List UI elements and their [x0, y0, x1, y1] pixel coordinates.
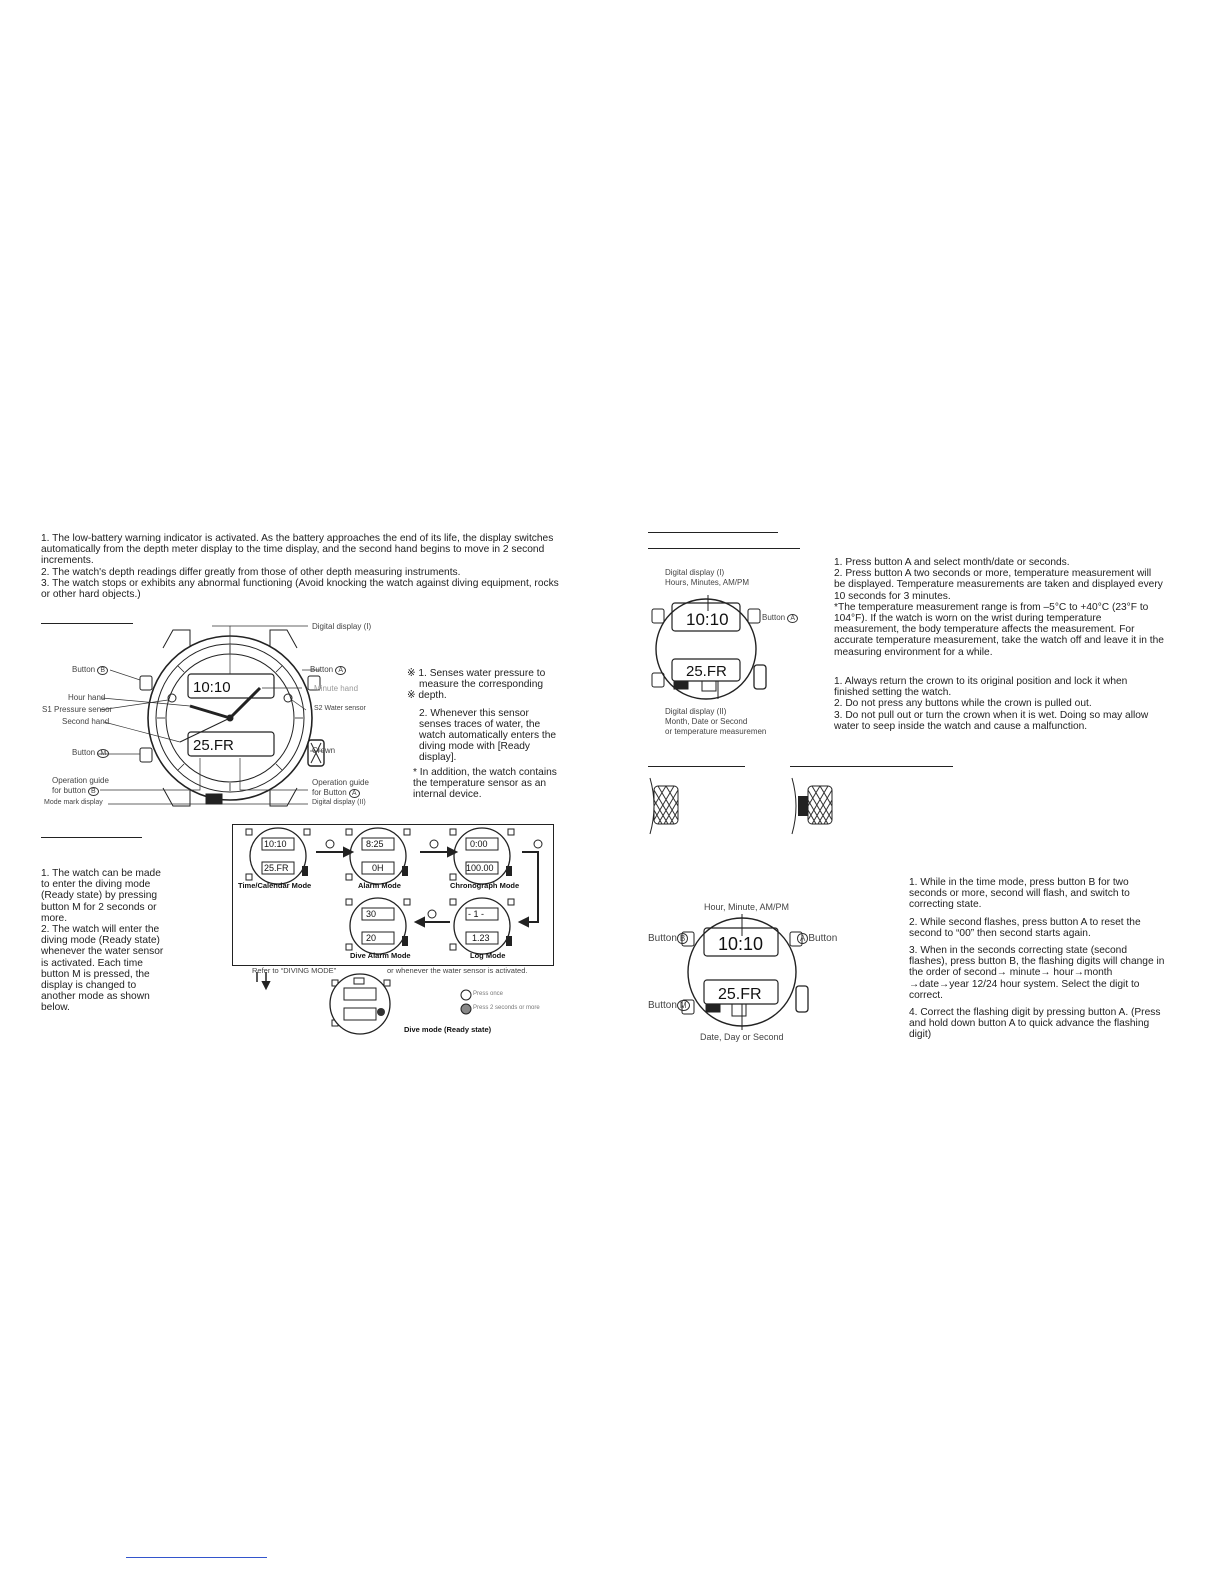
mini-lcd-time: 10:10: [264, 839, 287, 849]
section-rule: [41, 837, 142, 838]
mini-lcd-chrono-sub: 100.00: [466, 863, 494, 873]
setting-label-hour-min: Hour, Minute, AM/PM: [704, 902, 790, 912]
mini-lcd-alarm-sub: 0H: [372, 863, 384, 873]
mode-label-log: Log Mode: [470, 951, 506, 960]
display-lcd-bottom: 25.FR: [686, 663, 727, 680]
display-lcd-top: 10:10: [686, 610, 729, 629]
letter-b-icon: B: [677, 933, 688, 944]
mode-instructions: [41, 868, 165, 1014]
mini-lcd-alarm: 8:25: [366, 839, 384, 849]
label-digital-display-2: Digital display (II): [312, 799, 366, 806]
setting-label-button-m: Button M: [648, 1000, 690, 1011]
letter-a-icon: A: [797, 933, 808, 944]
crown-text: [834, 676, 1164, 732]
right-label-hours: Hours, Minutes, AM/PM: [665, 578, 750, 587]
setting-lcd-top: 10:10: [718, 934, 764, 954]
section-rule: [648, 548, 800, 549]
setting-item-2: 2. While second flashes, press button A to reset the second to “00” then second starts again.: [909, 916, 1141, 939]
letter-a-icon: A: [349, 789, 360, 798]
setting-item-1: 1. While in the time mode, press button B for two seconds or more, second will flash, and switch to correcting state.: [909, 877, 1130, 911]
crown-item-3: 3. Do not pull out or turn the crown when it is wet. Doing so may allow water to seep inside the watch and cause a malfunction.: [834, 709, 1149, 732]
mode-label-dive-ready: Dive mode (Ready state): [404, 1025, 492, 1034]
lcd-bottom-text: 25.FR: [193, 737, 234, 754]
right-label-month: Month, Date or Second: [665, 717, 748, 726]
mini-lcd-log: - 1 -: [468, 909, 485, 919]
mode-label-alarm: Alarm Mode: [358, 881, 401, 890]
temp-item-3: *The temperature measurement range is from –5°C to +40°C (23°F to 104°F). If the watch is worn on the wrist during temperature measurement, the body temperature affects the measurement. For accurate temperature measurement, take the watch off and leave it in the measuring environment for a while.: [834, 601, 1164, 658]
warning-item-3: 3. The watch stops or exhibits any abnormal functioning (Avoid knocking the watch against diving equipment, rocks or other hard objects.): [41, 577, 559, 601]
temperature-text: [834, 557, 1164, 658]
letter-b-icon: B: [97, 666, 108, 675]
setting-item-3: 3. When in the seconds correcting state (second flashes), press button B, the flashing digits will change in the order of second→ minute→ hour→month →date→year 12/24 hour system. Select the digit to correct.: [909, 945, 1165, 1001]
mini-lcd-dive-alarm: 30: [366, 909, 377, 919]
label-water-sensor: S2 Water sensor: [314, 705, 366, 712]
mini-lcd-date: 25.FR: [264, 863, 289, 873]
label-hour-hand: Hour hand: [68, 693, 106, 702]
mini-lcd-chrono: 0:00: [470, 839, 488, 849]
warning-list: [41, 533, 569, 600]
reference-mark-icon: ※: [407, 690, 416, 702]
mode-flow-diagram: [232, 824, 562, 1044]
letter-a-icon: A: [335, 666, 346, 675]
footer-link-line: [126, 1557, 267, 1558]
warning-item-1: 1. The low-battery warning indicator is activated. As the battery approaches the end of its life, the display switches automatically from the depth meter display to the time display, and the second hand begins to move in 2 second increments.: [41, 533, 554, 567]
setting-label-date-day: Date, Day or Second: [700, 1032, 784, 1042]
label-op-guide-b: Operation guide for button B: [52, 776, 109, 795]
sensor-note-2: 2. Whenever this sensor senses traces of water, the watch automatically enters the diving mode with [Ready display].: [419, 707, 557, 764]
right-label-temp: or temperature measuremen: [665, 727, 767, 736]
mode-label-dive-alarm: Dive Alarm Mode: [350, 951, 411, 960]
sensor-notes: ※ 1. Senses water pressure to measure the corresponding ※ depth. 2. Whenever this sensor senses traces of water, the watch automatically enters the diving mode with [Ready display]. * In addition, the watch contains the temperature sensor as an internal device.: [407, 668, 557, 801]
setting-label-button-a: A Button: [797, 933, 837, 944]
setting-text: [909, 877, 1165, 1041]
letter-b-icon: B: [88, 787, 99, 796]
lcd-top-text: 10:10: [193, 679, 231, 696]
mini-lcd-dive-alarm-sub: 20: [366, 933, 377, 943]
temp-item-2: 2. Press button A two seconds or more, temperature measurement will be displayed. Temperature measurements are taken and displayed every 10 seconds for 3 minutes.: [834, 568, 1163, 602]
label-button-b: Button B: [72, 665, 108, 674]
water-sensor-note: or whenever the water sensor is activated.: [387, 966, 528, 975]
setting-item-4: 4. Correct the flashing digit by pressing button A. (Press and hold down button A to quick advance the flashing digit): [909, 1007, 1161, 1041]
label-digital-display-1: Digital display (I): [312, 622, 372, 631]
letter-m-icon: M: [97, 749, 109, 758]
label-minute-hand: Minute hand: [314, 684, 359, 693]
label-second-hand: Second hand: [62, 717, 110, 726]
mode-instruction-1: 1. The watch can be made to enter the diving mode (Ready state) by pressing button M for 2 seconds or more.: [41, 868, 161, 924]
label-crown: Crown: [312, 746, 336, 755]
label-op-guide-a: Operation guide for Button A: [312, 778, 369, 797]
sensor-note-3: * In addition, the watch contains the temperature sensor as an internal device.: [413, 766, 557, 801]
setting-label-button-b: Button B: [648, 933, 688, 944]
section-rule: [790, 766, 953, 767]
letter-a-icon: A: [787, 614, 798, 623]
crown-pulled-illustration: [790, 776, 840, 836]
mode-instruction-2: 2. The watch will enter the diving mode (Ready state) whenever the water sensor is activated. Each time button M is pressed, the display is changed to another mode as shown below.: [41, 924, 164, 1014]
section-rule: [648, 532, 778, 533]
label-mode-mark: Mode mark display: [44, 799, 103, 806]
crown-normal-illustration: [648, 776, 688, 836]
mode-label-time-calendar: Time/Calendar Mode: [238, 881, 312, 890]
label-pressure-sensor: S1 Pressure sensor: [42, 705, 113, 714]
letter-m-icon: M: [677, 1000, 690, 1011]
label-button-a: Button A: [310, 665, 346, 674]
section-rule: [648, 766, 745, 767]
legend-press-once: Press once: [473, 991, 504, 997]
legend-press-2s: Press 2 seconds or more: [473, 1005, 540, 1011]
mini-lcd-log-sub: 1.23: [472, 933, 490, 943]
display-watch-diagram: [648, 575, 788, 725]
refer-diving-mode: Refer to “DIVING MODE”: [252, 966, 337, 975]
temp-item-1: 1. Press button A and select month/date or seconds.: [834, 557, 1070, 568]
right-label-button-a: Button A: [762, 613, 798, 622]
warning-item-2: 2. The watch's depth readings differ greatly from those of other depth measuring instruments.: [41, 566, 461, 578]
reference-mark-icon: ※: [407, 668, 416, 679]
right-label-digital-display-2: Digital display (II): [665, 707, 727, 716]
label-button-m: Button M: [72, 748, 109, 757]
setting-lcd-bottom: 25.FR: [718, 986, 762, 1003]
crown-item-2: 2. Do not press any buttons while the crown is pulled out.: [834, 698, 1092, 710]
sensor-note-1: ※ 1. Senses water pressure to: [407, 668, 546, 679]
mode-label-chronograph: Chronograph Mode: [450, 881, 520, 890]
crown-item-1: 1. Always return the crown to its original position and lock it when finished setting the watch.: [834, 676, 1128, 699]
right-label-digital-display-1: Digital display (I): [665, 568, 725, 577]
setting-watch-diagram: [676, 908, 816, 1038]
